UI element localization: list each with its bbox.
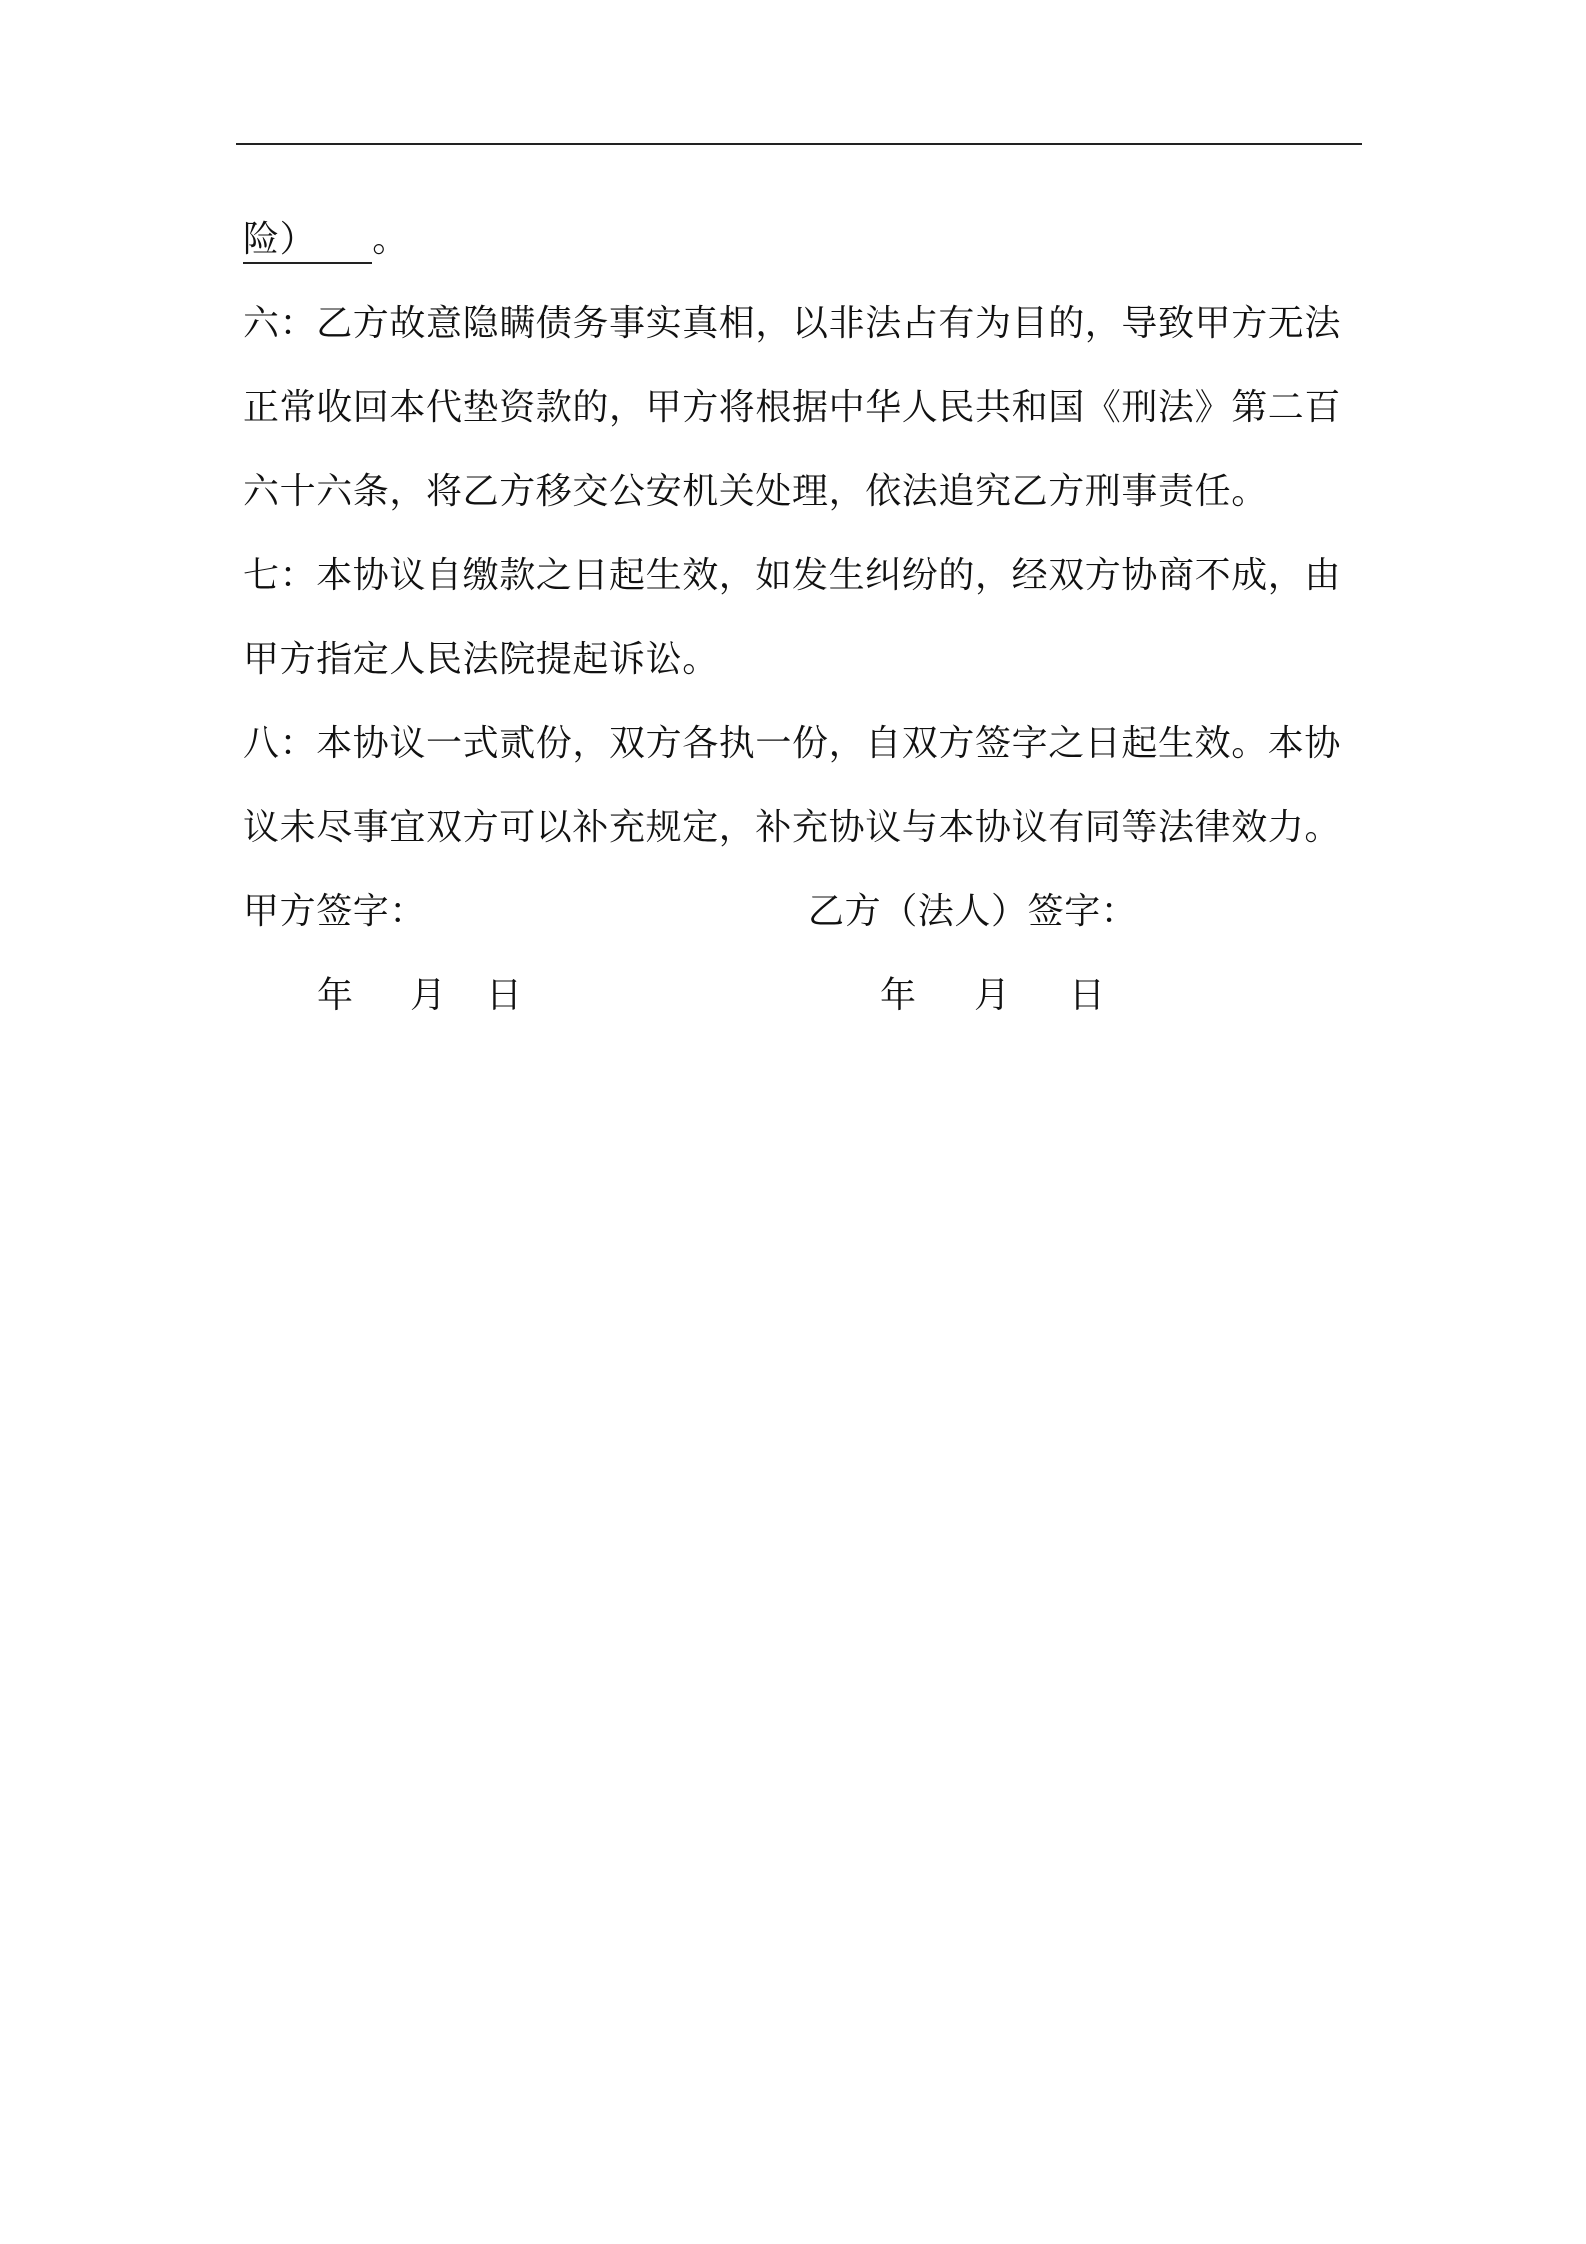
clause-6-line-3: 六十六条，将乙方移交公安机关处理，依法追究乙方刑事责任。 [243,471,1268,512]
underlined-blank [243,218,372,264]
continued-clause-tail: 。 [372,219,409,260]
signature-row [243,870,1363,954]
party-a-date-month: 月 [410,975,447,1016]
clause-8-line-2: 议未尽事宜双方可以补充规定，补充协议与本协议有同等法律效力。 [243,807,1342,848]
clause-8-line-1: 八：本协议一式贰份，双方各执一份，自双方签字之日起生效。本协 [243,723,1342,764]
header-rule [236,143,1362,145]
party-a-signature-label: 甲方签字： [243,891,427,932]
clause-6-line-1: 六：乙方故意隐瞒债务事实真相，以非法占有为目的，导致甲方无法 [243,303,1342,344]
party-b-signature-label: 乙方（法人）签字： [808,891,1138,932]
continued-clause-text: 险） [243,219,317,260]
continued-clause-line [243,198,1363,282]
party-b-date-year: 年 [880,975,917,1016]
party-a-date-day: 日 [486,975,523,1016]
document-body [243,198,1363,1038]
party-b-date-month: 月 [974,975,1011,1016]
party-b-date-day: 日 [1069,975,1106,1016]
signature-date-row [243,954,1363,1038]
party-a-date-year: 年 [317,975,354,1016]
clause-6-line-2: 正常收回本代垫资款的，甲方将根据中华人民共和国《刑法》第二百 [243,387,1342,428]
clause-7-line-2: 甲方指定人民法院提起诉讼。 [243,639,719,680]
clause-7-line-1: 七：本协议自缴款之日起生效，如发生纠纷的，经双方协商不成，由 [243,555,1342,596]
